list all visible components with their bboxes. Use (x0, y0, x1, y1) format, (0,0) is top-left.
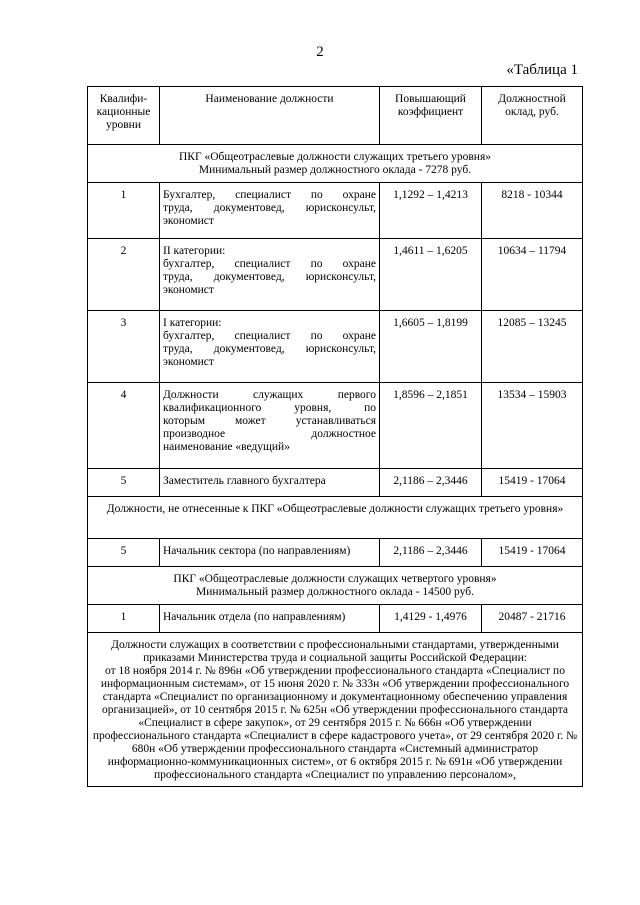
table-caption: «Таблица 1 (506, 62, 578, 78)
table-row (88, 183, 583, 239)
salary-cell: 15419 - 17064 (482, 539, 583, 567)
group-cell (88, 633, 583, 787)
header-coefficient: Повышающий коэффициент (380, 87, 482, 145)
position-line: труда, документовед, юрисконсульт, (163, 202, 376, 214)
level-cell: 5 (88, 539, 160, 567)
group-body: от 18 ноября 2014 г. № 896н «Об утверждении профессионального стандарта «Специалист по информационным системам», от 15 июня 2020 г. № 333н «Об утверждении профессионального стандарта «Специалист по организационному и документационному обеспечению управления организацией», от 10 сентября 2015 г. № 625н «Об утверждении профессионального стандарта «Специалист в сфере закупок», от 29 сентября 2015 г. № 666н «Об утверждении профессионального стандарта «Специалист в сфере кадастрового учета», от 29 сентября 2020 г. № 680н «Об утверждении профессионального стандарта «Системный администратор информационно-коммуникационных систем», от 6 октября 2015 г. № 691н «Об утверждении профессионального стандарта «Специалист по управлению персоналом», (92, 665, 578, 781)
level-cell: 4 (88, 383, 160, 469)
position-line: Заместитель главного бухгалтера (163, 475, 326, 487)
level-cell: 1 (88, 605, 160, 633)
salary-table (87, 86, 583, 787)
level-cell: 5 (88, 469, 160, 497)
coefficient-cell: 1,6605 – 1,8199 (380, 311, 482, 383)
position-line: Должности служащих первого (163, 389, 376, 401)
table-row (88, 605, 583, 633)
position-line: труда, документовед, юрисконсульт, (163, 343, 376, 355)
coefficient-cell: 1,1292 – 1,4213 (380, 183, 482, 239)
table-row (88, 311, 583, 383)
header-position: Наименование должности (160, 87, 380, 145)
position-cell (160, 183, 380, 239)
group-title: ПКГ «Общеотраслевые должности служащих третьего уровня» (179, 151, 491, 163)
level-cell: 1 (88, 183, 160, 239)
salary-cell: 10634 – 11794 (482, 239, 583, 311)
coefficient-cell: 1,4611 – 1,6205 (380, 239, 482, 311)
position-cell (160, 383, 380, 469)
position-cell (160, 239, 380, 311)
salary-cell: 8218 - 10344 (482, 183, 583, 239)
coefficient-cell: 1,4129 - 1,4976 (380, 605, 482, 633)
group-title: Должности, не отнесенные к ПКГ «Общеотраслевые должности служащих третьего уровня» (106, 503, 564, 515)
position-line: Начальник сектора (по направлениям) (163, 545, 351, 557)
group-title: Должности служащих в соответствии с профессиональными стандартами, утвержденными приказами Министерства труда и социальной защиты Российской Федерации: (111, 639, 559, 664)
header-levels: Квалифи-кационные уровни (88, 87, 160, 145)
position-line: экономист (163, 356, 214, 368)
group-title: ПКГ «Общеотраслевые должности служащих четвертого уровня» (173, 573, 497, 585)
group-subtitle: Минимальный размер должностного оклада - 7278 руб. (198, 164, 472, 176)
position-line: Бухгалтер, специалист по охране (163, 189, 376, 201)
salary-cell: 20487 - 21716 (482, 605, 583, 633)
position-line: бухгалтер, специалист по охране (163, 330, 376, 342)
group-row (88, 567, 583, 605)
group-row (88, 633, 583, 787)
position-line: I категории: (163, 317, 222, 329)
position-line: производное должностное (163, 428, 376, 440)
position-line: Начальник отдела (по направлениям) (163, 611, 346, 623)
group-cell (88, 497, 583, 539)
group-row (88, 145, 583, 183)
position-cell (160, 605, 380, 633)
salary-cell: 15419 - 17064 (482, 469, 583, 497)
level-cell: 3 (88, 311, 160, 383)
position-line: экономист (163, 215, 214, 227)
position-line: экономист (163, 284, 214, 296)
table-header-row (88, 87, 583, 145)
group-row (88, 497, 583, 539)
position-line: квалификационного уровня, по (163, 402, 376, 414)
level-cell: 2 (88, 239, 160, 311)
table-row (88, 383, 583, 469)
position-line: труда, документовед, юрисконсульт, (163, 271, 376, 283)
table-row (88, 469, 583, 497)
group-cell (88, 567, 583, 605)
position-line: которым может устанавливаться (163, 415, 376, 427)
position-line: II категории: (163, 245, 226, 257)
coefficient-cell: 1,8596 – 2,1851 (380, 383, 482, 469)
position-line: наименование «ведущий» (163, 441, 290, 453)
position-cell (160, 469, 380, 497)
position-line: бухгалтер, специалист по охране (163, 258, 376, 270)
group-cell (88, 145, 583, 183)
page-number: 2 (316, 44, 324, 60)
position-cell (160, 539, 380, 567)
salary-cell: 13534 – 15903 (482, 383, 583, 469)
table-row (88, 239, 583, 311)
group-subtitle: Минимальный размер должностного оклада - 14500 руб. (196, 586, 474, 598)
header-salary: Должностной оклад, руб. (482, 87, 583, 145)
salary-cell: 12085 – 13245 (482, 311, 583, 383)
coefficient-cell: 2,1186 – 2,3446 (380, 539, 482, 567)
table-row (88, 539, 583, 567)
coefficient-cell: 2,1186 – 2,3446 (380, 469, 482, 497)
position-cell (160, 311, 380, 383)
